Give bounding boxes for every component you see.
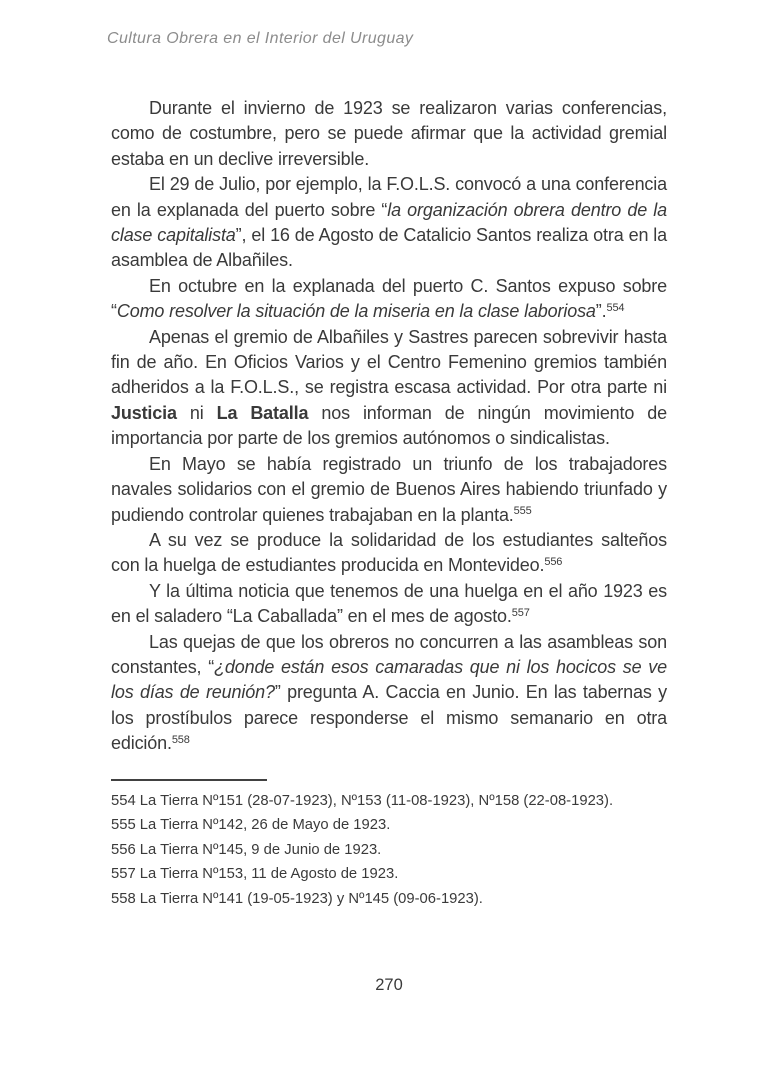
footnote-separator <box>111 779 267 781</box>
footnote-item: 555 La Tierra Nº142, 26 de Mayo de 1923. <box>111 817 391 834</box>
text-run: Las quejas de que los obreros no concurren a las asambleas son constantes, “ <box>111 631 667 677</box>
footnote-item: 557 La Tierra Nº153, 11 de Agosto de 1923. <box>111 866 399 883</box>
footnote-reference: 558 <box>171 734 190 747</box>
text-run: El 29 de Julio, por ejemplo, la F.O.L.S. convocó a una conferencia en la explanada del puerto sobre “ <box>111 174 667 220</box>
paragraph <box>111 325 667 452</box>
page-content <box>111 96 667 912</box>
text-run: En Mayo se había registrado un triunfo de los trabajadores navales solidarios con el gremio de Buenos Aires habiendo triunfado y pudiendo controlar quienes trabajaban en la planta. <box>111 453 667 525</box>
body-text <box>111 96 667 757</box>
running-header: Cultura Obrera en el Interior del Uruguay <box>107 30 414 47</box>
footnote-reference: 555 <box>513 505 532 518</box>
text-run: ni <box>176 402 217 423</box>
paragraph <box>111 274 667 325</box>
italic-run: ¿donde están esos camaradas que ni los hocicos se ve los días de reunión? <box>111 656 667 703</box>
paragraph <box>111 579 667 630</box>
text-run: ”. <box>595 301 607 322</box>
text-run: Y la última noticia que tenemos de una huelga en el año 1923 es en el saladero “La Caballada” en el mes de agosto. <box>111 580 667 627</box>
footnote-item: 556 La Tierra Nº145, 9 de Junio de 1923. <box>111 841 382 858</box>
footnote-item: 554 La Tierra Nº151 (28-07-1923), Nº153 (11-08-1923), Nº158 (22-08-1923). <box>111 792 614 809</box>
text-run: A su vez se produce la solidaridad de los estudiantes salteños con la huelga de estudiantes producida en Montevideo. <box>111 529 667 576</box>
italic-run: Como resolver la situación de la miseria en la clase laboriosa <box>116 301 596 322</box>
paragraph <box>111 630 667 757</box>
text-run: ” pregunta A. Caccia en Junio. En las tabernas y los prostíbulos parece responderse el mismo semanario en otra edición. <box>111 682 667 754</box>
footnote-reference: 554 <box>606 302 625 315</box>
bold-run: Justicia <box>111 402 177 423</box>
paragraph <box>111 172 667 274</box>
text-run: En octubre en la explanada del puerto C. Santos expuso sobre “ <box>111 275 667 322</box>
text-run: nos informan de ningún movimiento de importancia por parte de los gremios autónomos o sindicalistas. <box>111 402 667 449</box>
page-number: 270 <box>375 976 403 994</box>
footnotes <box>111 789 667 912</box>
footnote-reference: 557 <box>511 607 530 620</box>
footnote-reference: 556 <box>544 556 563 569</box>
paragraph <box>111 96 667 172</box>
text-run: Apenas el gremio de Albañiles y Sastres parecen sobrevivir hasta fin de año. En Oficios Varios y el Centro Femenino gremios también adheridos a la F.O.L.S., se registra escasa actividad. Por otra parte ni <box>111 326 667 398</box>
bold-run: La Batalla <box>216 402 309 423</box>
paragraph <box>111 528 667 579</box>
paragraph <box>111 452 667 528</box>
text-run: Durante el invierno de 1923 se realizaron varias conferencias, como de costumbre, pero se puede afirmar que la actividad gremial estaba en un declive irreversible. <box>111 98 667 169</box>
text-run: ”, el 16 de Agosto de Catalicio Santos realiza otra en la asamblea de Albañiles. <box>111 225 668 271</box>
footnote-item: 558 La Tierra Nº141 (19-05-1923) y Nº145 (09-06-1923). <box>111 890 483 907</box>
italic-run: la organización obrera dentro de la clase capitalista <box>111 199 668 246</box>
